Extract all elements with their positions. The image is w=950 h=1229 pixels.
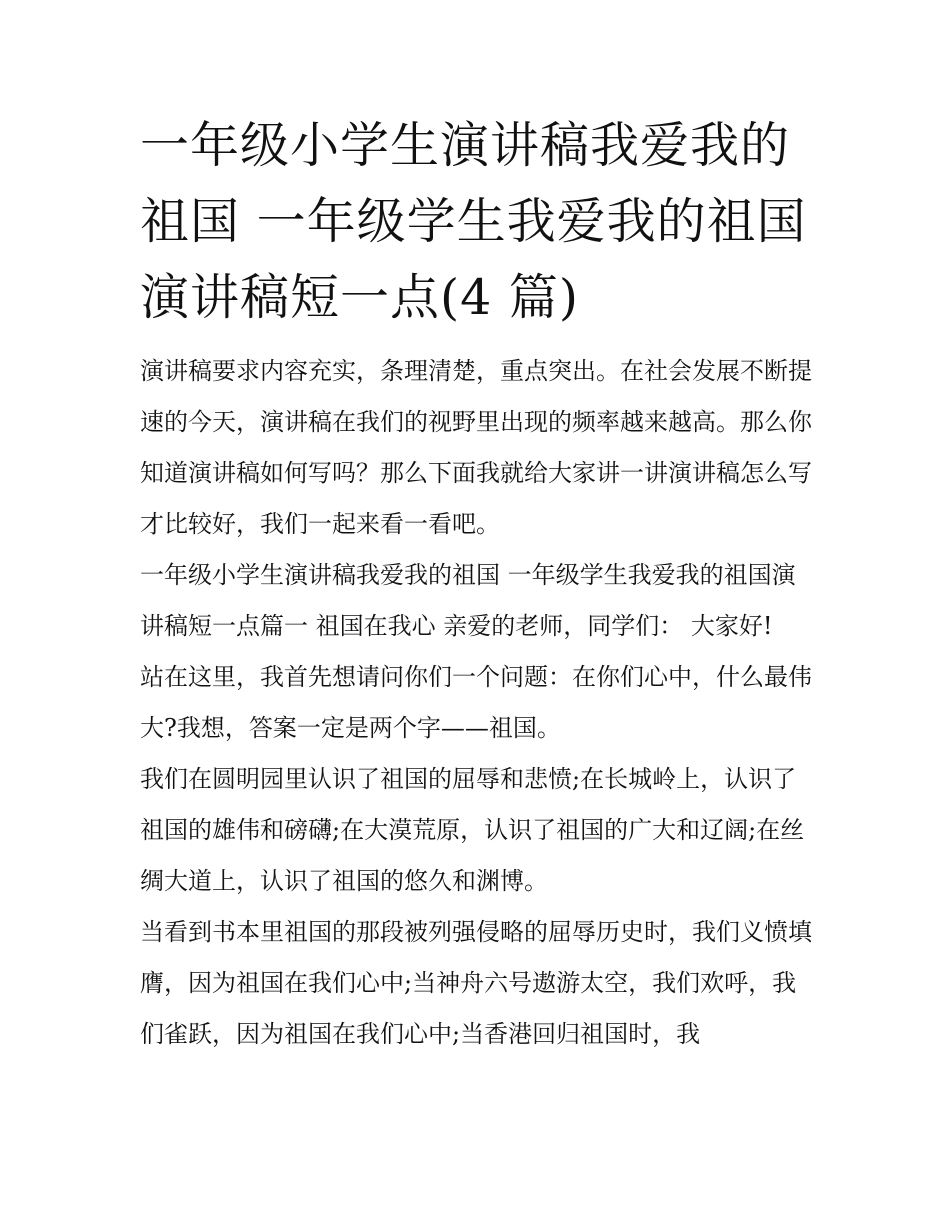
- paragraph-section-heading: 一年级小学生演讲稿我爱我的祖国 一年级学生我爱我的祖国演讲稿短一点篇一 祖国在我心 亲爱的老师，同学们： 大家好!: [140, 561, 796, 640]
- paragraph-intro: 演讲稿要求内容充实，条理清楚，重点突出。在社会发展不断提速的今天，演讲稿在我们的视野里出现的频率越来越高。那么你知道演讲稿如何写吗？那么下面我就给大家讲一讲演讲稿怎么写才比较好，我们一起来看一看吧。: [140, 357, 812, 538]
- paragraph-question: 站在这里，我首先想请问你们一个问题：在你们心中，什么最伟大?我想，答案一定是两个字——祖国。: [140, 663, 812, 742]
- paragraph-history: 我们在圆明园里认识了祖国的屈辱和悲愤;在长城岭上，认识了祖国的雄伟和磅礴;在大漠荒原，认识了祖国的广大和辽阔;在丝绸大道上，认识了祖国的悠久和渊博。: [140, 765, 805, 895]
- document-body: [140, 108, 816, 1060]
- paragraph-heart: 当看到书本里祖国的那段被列强侵略的屈辱历史时，我们义愤填膺，因为祖国在我们心中;当神舟六号遨游太空，我们欢呼，我们雀跃，因为祖国在我们心中;当香港回归祖国时，我: [140, 918, 812, 1048]
- document-title: 一年级小学生演讲稿我爱我的祖国 一年级学生我爱我的祖国演讲稿短一点(4 篇): [140, 117, 807, 326]
